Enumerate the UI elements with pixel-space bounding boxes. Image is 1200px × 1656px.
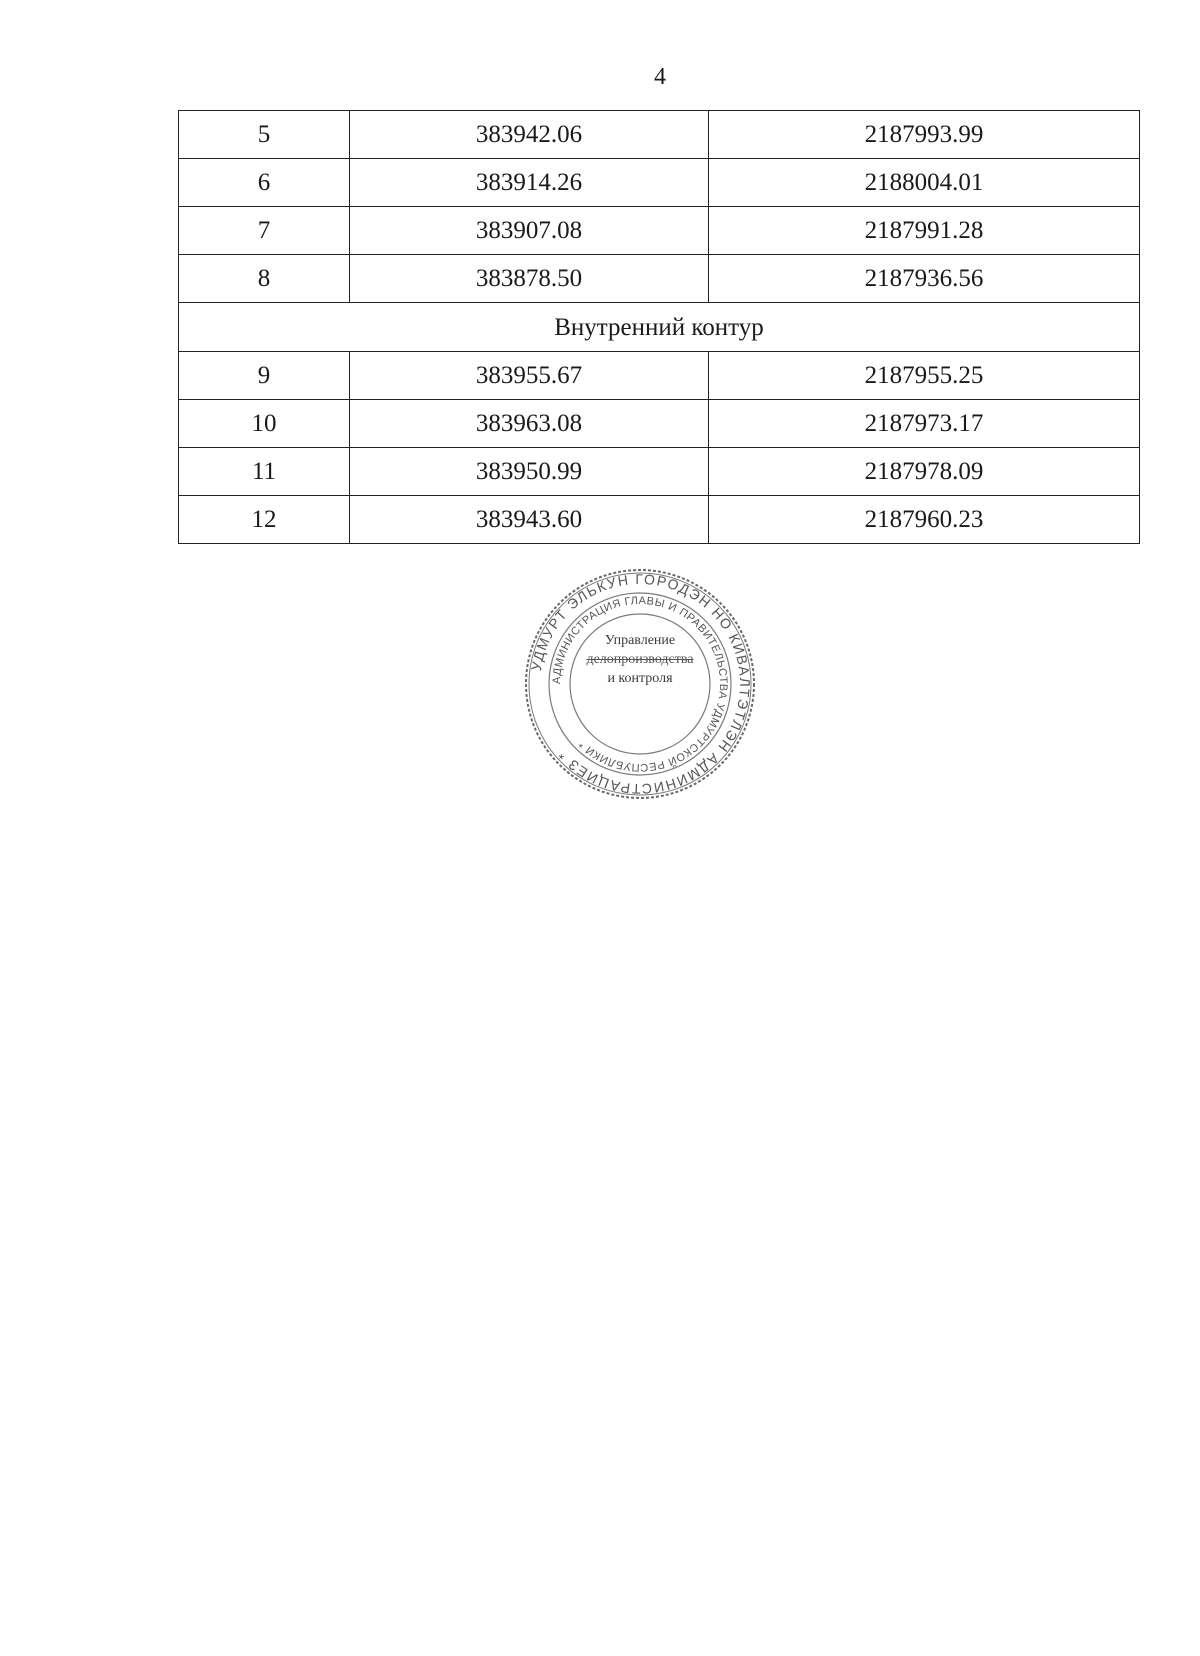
y-coordinate-cell: 2187955.25	[709, 352, 1140, 400]
point-number-cell: 6	[179, 159, 350, 207]
table-row	[179, 159, 1140, 207]
y-coordinate-cell: 2187991.28	[709, 207, 1140, 255]
stamp-center-line: Управление	[604, 633, 676, 648]
table-row	[179, 400, 1140, 448]
x-coordinate-cell: 383955.67	[350, 352, 709, 400]
table-row	[179, 448, 1140, 496]
official-stamp	[523, 567, 757, 801]
x-coordinate-cell: 383950.99	[350, 448, 709, 496]
x-coordinate-cell: 383878.50	[350, 255, 709, 303]
point-number-cell: 7	[179, 207, 350, 255]
x-coordinate-cell: 383943.60	[350, 496, 709, 544]
section-label: Внутренний контур	[179, 303, 1140, 352]
y-coordinate-cell: 2187936.56	[709, 255, 1140, 303]
y-coordinate-cell: 2188004.01	[709, 159, 1140, 207]
y-coordinate-cell: 2187978.09	[709, 448, 1140, 496]
y-coordinate-cell: 2187993.99	[709, 111, 1140, 159]
stamp-center-line: и контроля	[607, 671, 673, 686]
table-row	[179, 352, 1140, 400]
page-number: 4	[654, 64, 666, 90]
stamp-center-text	[580, 631, 700, 688]
table-row	[179, 496, 1140, 544]
point-number-cell: 9	[179, 352, 350, 400]
x-coordinate-cell: 383942.06	[350, 111, 709, 159]
table-row	[179, 207, 1140, 255]
table-row	[179, 255, 1140, 303]
y-coordinate-cell: 2187973.17	[709, 400, 1140, 448]
stamp-inner-ring-text: АДМИНИСТРАЦИЯ ГЛАВЫ И ПРАВИТЕЛЬСТВА УДМУРТСКОЙ РЕСПУБЛИКИ *	[550, 594, 730, 774]
section-header-row	[179, 303, 1140, 352]
stamp-center-line: делопроизводства	[586, 652, 694, 667]
table-row	[179, 111, 1140, 159]
x-coordinate-cell: 383914.26	[350, 159, 709, 207]
coordinates-table	[178, 110, 1140, 544]
x-coordinate-cell: 383963.08	[350, 400, 709, 448]
x-coordinate-cell: 383907.08	[350, 207, 709, 255]
y-coordinate-cell: 2187960.23	[709, 496, 1140, 544]
stamp-outer-ring-text: УДМУРТ ЭЛЬКУН ГОРОДЭН НО КИВАЛТЭТЛЭН АДМИНИСТРАЦИЕЗ *	[527, 570, 754, 798]
point-number-cell: 5	[179, 111, 350, 159]
point-number-cell: 10	[179, 400, 350, 448]
point-number-cell: 11	[179, 448, 350, 496]
point-number-cell: 12	[179, 496, 350, 544]
point-number-cell: 8	[179, 255, 350, 303]
